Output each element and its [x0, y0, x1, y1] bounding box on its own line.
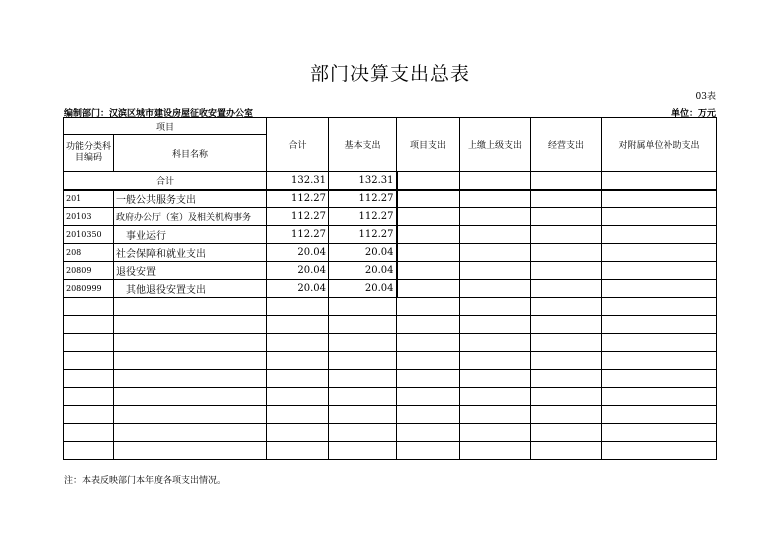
cell-upper — [460, 226, 531, 244]
cell-subsidy — [602, 280, 717, 298]
cell-total: 20.04 — [267, 262, 329, 280]
empty-row — [64, 298, 717, 316]
cell-business — [531, 244, 602, 262]
empty-row — [64, 352, 717, 370]
cell-basic: 132.31 — [329, 172, 397, 190]
cell-code: 201 — [64, 190, 114, 208]
cell-project — [397, 226, 460, 244]
cell-name: 一般公共服务支出 — [114, 190, 267, 208]
header-upper: 上缴上级支出 — [460, 118, 531, 172]
department-label: 编制部门：汉滨区城市建设房屋征收安置办公室 — [64, 109, 254, 119]
cell-subsidy — [602, 244, 717, 262]
empty-row — [64, 334, 717, 352]
cell-basic: 20.04 — [329, 244, 397, 262]
cell-code: 20103 — [64, 208, 114, 226]
footnote: 注：本表反映部门本年度各项支出情况。 — [64, 476, 227, 486]
header-name: 科目名称 — [114, 135, 267, 172]
cell-business — [531, 190, 602, 208]
empty-row — [64, 406, 717, 424]
cell-upper — [460, 172, 531, 190]
cell-total: 20.04 — [267, 244, 329, 262]
table-row — [64, 280, 717, 298]
cell-upper — [460, 262, 531, 280]
cell-subsidy — [602, 172, 717, 190]
header-subsidy: 对附属单位补助支出 — [602, 118, 717, 172]
table-row-total — [64, 172, 717, 190]
cell-basic: 20.04 — [329, 262, 397, 280]
empty-row — [64, 388, 717, 406]
table-row — [64, 244, 717, 262]
cell-project — [397, 262, 460, 280]
table-row — [64, 226, 717, 244]
cell-total: 112.27 — [267, 226, 329, 244]
header-total: 合计 — [267, 118, 329, 172]
cell-upper — [460, 190, 531, 208]
cell-basic: 112.27 — [329, 226, 397, 244]
cell-upper — [460, 280, 531, 298]
cell-business — [531, 208, 602, 226]
cell-business — [531, 262, 602, 280]
cell-project — [397, 244, 460, 262]
table-row — [64, 208, 717, 226]
cell-total: 112.27 — [267, 208, 329, 226]
header-basic: 基本支出 — [329, 118, 397, 172]
table-row — [64, 262, 717, 280]
cell-basic: 112.27 — [329, 208, 397, 226]
cell-name: 政府办公厅（室）及相关机构事务 — [114, 208, 267, 226]
cell-name: 事业运行 — [114, 226, 267, 244]
cell-code: 2010350 — [64, 226, 114, 244]
cell-subsidy — [602, 262, 717, 280]
empty-row — [64, 424, 717, 442]
cell-project — [397, 280, 460, 298]
cell-total: 112.27 — [267, 190, 329, 208]
empty-row — [64, 442, 717, 460]
cell-name: 退役安置 — [114, 262, 267, 280]
cell-subsidy — [602, 226, 717, 244]
cell-upper — [460, 208, 531, 226]
cell-code: 208 — [64, 244, 114, 262]
cell-business — [531, 226, 602, 244]
empty-row — [64, 370, 717, 388]
cell-business — [531, 280, 602, 298]
header-item: 项目 — [64, 118, 267, 135]
unit-label: 单位：万元 — [670, 109, 716, 119]
cell-code: 2080999 — [64, 280, 114, 298]
header-code: 功能分类科目编码 — [64, 135, 114, 172]
cell-name: 社会保障和就业支出 — [114, 244, 267, 262]
cell-project — [397, 172, 460, 190]
cell-total: 20.04 — [267, 280, 329, 298]
table-row — [64, 190, 717, 208]
cell-project — [397, 208, 460, 226]
total-label: 合计 — [64, 172, 267, 190]
cell-subsidy — [602, 208, 717, 226]
header-row-1 — [64, 118, 717, 135]
expenditure-table — [63, 117, 717, 460]
cell-code: 20809 — [64, 262, 114, 280]
cell-project — [397, 190, 460, 208]
cell-upper — [460, 244, 531, 262]
page-title: 部门决算支出总表 — [309, 63, 470, 85]
cell-name: 其他退役安置支出 — [114, 280, 267, 298]
cell-business — [531, 172, 602, 190]
form-number: 03表 — [695, 92, 716, 102]
header-business: 经营支出 — [531, 118, 602, 172]
cell-total: 132.31 — [267, 172, 329, 190]
cell-subsidy — [602, 190, 717, 208]
header-project: 项目支出 — [397, 118, 460, 172]
cell-basic: 112.27 — [329, 190, 397, 208]
cell-basic: 20.04 — [329, 280, 397, 298]
empty-row — [64, 316, 717, 334]
